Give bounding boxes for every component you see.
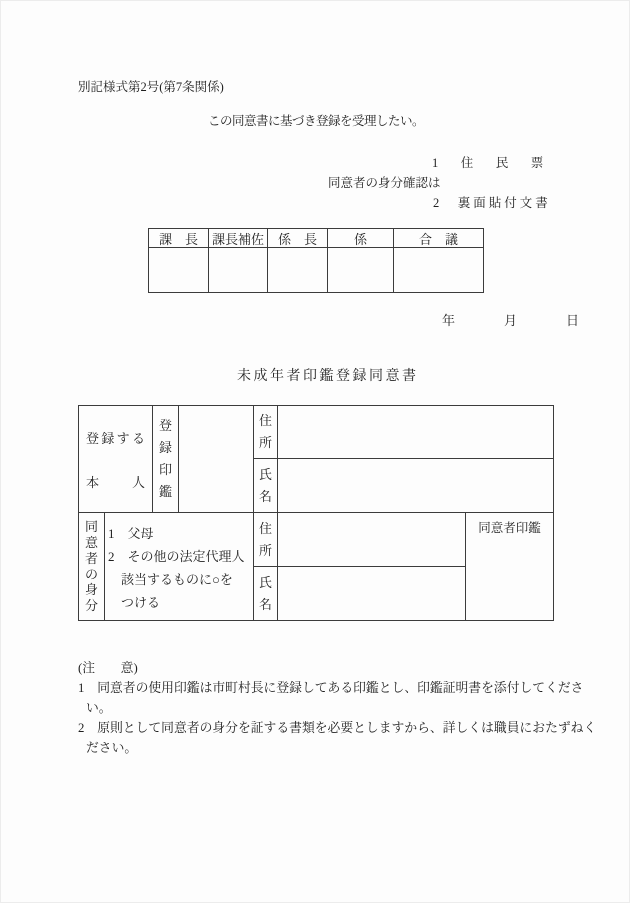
consenter-seal-label: 同意者印鑑 — [478, 521, 541, 535]
form-title: 未成年者印鑑登録同意書 — [237, 369, 419, 384]
approval-header-subsection-chief: 係 長 — [268, 229, 328, 248]
registrant-name-field — [278, 459, 553, 513]
consenter-address-label: 住 所 — [254, 513, 278, 567]
note-item-1-line-1: 1 同意者の使用印鑑は市町村長に登録してある印鑑とし、印鑑証明書を添付してくださ — [78, 681, 584, 695]
approval-stamp-cell — [149, 248, 209, 292]
note-item-2-line-2: ださい。 — [86, 741, 138, 755]
approval-header-staff: 係 — [328, 229, 394, 248]
consenter-option-instruction-line2: つける — [121, 595, 161, 610]
approval-header-consultation: 合 議 — [394, 229, 483, 248]
registrant-name-label: 氏 名 — [254, 459, 278, 513]
consenter-status-label: 同 意 者 の 身 分 — [79, 513, 105, 620]
consenter-status-options-cell — [105, 513, 254, 620]
approval-stamp-cell — [394, 248, 483, 292]
acceptance-note: この同意書に基づき登録を受理したい。 — [208, 114, 425, 128]
registrant-address-field — [278, 406, 553, 459]
seal-impression-box — [179, 406, 254, 513]
consenter-name-label: 氏 名 — [254, 567, 278, 620]
identity-option-residence-card: 1 住 民 票 — [432, 156, 549, 170]
approval-stamp-cell — [328, 248, 394, 292]
identity-confirmation-lead: 同意者の身分確認は — [328, 176, 441, 190]
note-item-1-line-2: い。 — [86, 701, 112, 715]
date-year-label: 年 — [442, 313, 456, 328]
approval-table — [148, 228, 484, 293]
registrant-label-cell — [79, 406, 153, 513]
identity-option-attached-document: 2 裏面貼付文書 — [433, 196, 551, 210]
date-month-label: 月 — [504, 313, 518, 328]
registrant-label-line1: 登 録 す る — [86, 430, 145, 446]
note-item-2-line-1: 2 原則として同意者の身分を証する書類を必要としますから、詳しくは職員におたずねく — [78, 721, 597, 735]
approval-header-section-chief: 課 長 — [149, 229, 209, 248]
date-day-label: 日 — [566, 313, 580, 328]
consenter-option-instruction-line1: 該当するものに○を — [121, 572, 233, 587]
consenter-address-field — [278, 513, 466, 567]
approval-stamp-cell — [268, 248, 328, 292]
approval-header-assistant-chief: 課長補佐 — [209, 229, 268, 248]
registrant-label-line2: 本 人 — [86, 474, 145, 490]
notes-heading: (注 意) — [78, 661, 138, 675]
consent-form-table — [78, 405, 554, 621]
consenter-seal-cell — [466, 513, 553, 620]
date-line — [442, 313, 579, 329]
approval-stamp-cell — [209, 248, 268, 292]
consenter-name-field — [278, 567, 466, 620]
registrant-address-label: 住 所 — [254, 406, 278, 459]
consenter-option-parents: 1 父母 — [108, 526, 154, 541]
form-number: 別記様式第2号(第7条関係) — [78, 80, 224, 94]
consenter-option-legal-representative: 2 その他の法定代理人 — [108, 549, 245, 564]
registered-seal-label: 登 録 印 鑑 — [153, 406, 179, 513]
